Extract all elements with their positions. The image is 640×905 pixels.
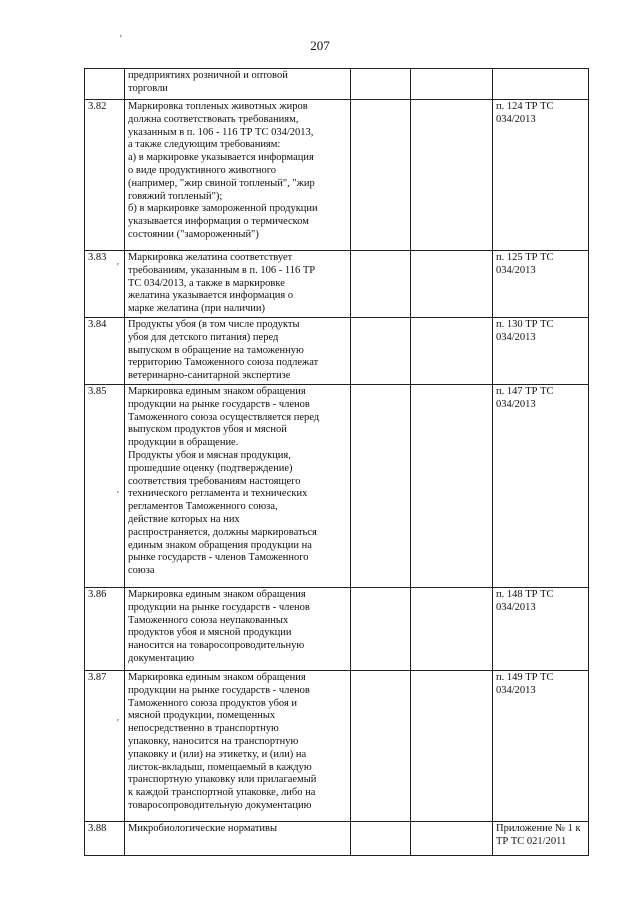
table-body <box>85 69 589 856</box>
scan-mark: ' <box>117 718 119 729</box>
empty-cell-1 <box>351 588 411 671</box>
reference-cell <box>493 671 589 822</box>
reference-cell <box>493 822 589 856</box>
requirement-line: Таможенного союза осуществляется перед <box>128 411 320 423</box>
requirement-line: союза <box>128 565 155 577</box>
requirement-text <box>125 385 351 588</box>
requirement-text <box>125 100 351 251</box>
reference-line: п. 148 ТР ТС <box>496 589 554 600</box>
empty-cell-1 <box>351 671 411 822</box>
scan-mark: ' <box>117 262 119 273</box>
requirement-line: рынке государств - членов Таможенного <box>128 552 309 564</box>
requirement-line: ветеринарно-санитарной экспертизе <box>128 370 291 382</box>
requirement-line: Маркировка единым знаком обращения <box>128 589 306 600</box>
item-number: 3.88 <box>85 822 125 856</box>
requirement-line: убоя для детского питания) перед <box>128 331 279 343</box>
empty-cell-2 <box>411 251 493 318</box>
empty-cell-2 <box>411 100 493 251</box>
empty-cell-1 <box>351 385 411 588</box>
requirement-line: предприятиях розничной и оптовой <box>128 70 288 81</box>
empty-cell-2 <box>411 671 493 822</box>
requirement-line: территорию Таможенного союза подлежат <box>128 357 319 369</box>
reference-cell <box>493 100 589 251</box>
item-number: 3.82 <box>85 100 125 251</box>
requirement-line: регламентов Таможенного союза, <box>128 501 278 513</box>
item-number: 3.86 <box>85 588 125 671</box>
empty-cell-1 <box>351 69 411 100</box>
requirement-line: продуктов убоя и мясной продукции <box>128 627 292 639</box>
requirement-line: листок-вкладыш, помещаемый в каждую <box>128 761 312 773</box>
requirement-line: указанным в п. 106 - 116 ТР ТС 034/2013, <box>128 126 314 138</box>
requirement-text <box>125 251 351 318</box>
table-row <box>85 318 589 385</box>
reference-line: 034/2013 <box>496 331 536 343</box>
scan-mark: ' <box>120 34 122 45</box>
reference-cell <box>493 69 589 100</box>
requirement-line: указывается информация о термическом <box>128 216 309 228</box>
requirement-line: ТС 034/2013, а также в маркировке <box>128 277 285 289</box>
requirement-line: марке желатина (при наличии) <box>128 303 265 315</box>
requirement-line: непосредственно в транспортную <box>128 723 279 735</box>
requirement-line: продукции на рынке государств - членов <box>128 684 310 696</box>
requirement-line: а) в маркировке указывается информация <box>128 152 314 164</box>
requirement-line: распространяется, должны маркироваться <box>128 526 317 538</box>
empty-cell-2 <box>411 822 493 856</box>
requirement-line: транспортную упаковку или прилагаемый <box>128 774 317 786</box>
requirement-line: Таможенного союза неупакованных <box>128 614 289 626</box>
requirement-line: выпуском в обращение на таможенную <box>128 344 304 356</box>
scan-mark: ' <box>117 490 119 501</box>
reference-line: п. 147 ТР ТС <box>496 386 554 397</box>
reference-cell <box>493 385 589 588</box>
requirement-text <box>125 822 351 856</box>
item-number: 3.87 <box>85 671 125 822</box>
empty-cell-2 <box>411 318 493 385</box>
empty-cell-1 <box>351 251 411 318</box>
table-row <box>85 251 589 318</box>
reference-line: 034/2013 <box>496 601 536 613</box>
reference-line: п. 130 ТР ТС <box>496 319 554 330</box>
reference-line: 034/2013 <box>496 264 536 276</box>
requirement-line: должна соответствовать требованиям, <box>128 113 299 125</box>
requirement-line: к каждой транспортной упаковке, либо на <box>128 787 316 799</box>
reference-line: п. 125 ТР ТС <box>496 252 554 263</box>
requirement-line: документацию <box>128 652 195 664</box>
requirement-line: Таможенного союза продуктов убоя и <box>128 697 298 709</box>
requirement-line: говяжий топленый"); <box>128 190 223 202</box>
requirement-line: продукции на рынке государств - членов <box>128 601 310 613</box>
requirement-line: желатина указывается информация о <box>128 290 294 302</box>
page-number: 207 <box>310 38 330 53</box>
table-row <box>85 588 589 671</box>
reference-line: п. 124 ТР ТС <box>496 101 554 112</box>
requirement-line: единым знаком обращения продукции на <box>128 539 312 551</box>
reference-line: Приложение № 1 к <box>496 823 581 834</box>
requirement-line: упаковку, наносится на транспортную <box>128 735 299 747</box>
requirement-line: соответствия требованиям настоящего <box>128 475 301 487</box>
table-row <box>85 671 589 822</box>
reference-line: п. 149 ТР ТС <box>496 672 554 683</box>
empty-cell-1 <box>351 100 411 251</box>
requirement-line: технического регламента и технических <box>128 488 308 500</box>
requirement-text <box>125 69 351 100</box>
reference-line: 034/2013 <box>496 398 536 410</box>
requirement-text <box>125 588 351 671</box>
requirement-line: действие которых на них <box>128 513 240 525</box>
requirement-line: Микробиологические нормативы <box>128 823 278 834</box>
item-number: 3.83 <box>85 251 125 318</box>
empty-cell-2 <box>411 588 493 671</box>
requirement-line: требованиям, указанным в п. 106 - 116 ТР <box>128 264 316 276</box>
table-row <box>85 385 589 588</box>
table-row <box>85 69 589 100</box>
requirement-line: продукции на рынке государств - членов <box>128 398 310 410</box>
table-row <box>85 822 589 856</box>
requirement-text <box>125 671 351 822</box>
table-row <box>85 100 589 251</box>
item-number <box>85 69 125 100</box>
requirement-line: (например, "жир свиной топленый", "жир <box>128 177 315 189</box>
requirement-line: о виде продуктивного животного <box>128 164 277 176</box>
requirement-line: Маркировка топленых животных жиров <box>128 101 308 112</box>
requirement-line: состоянии ("замороженный") <box>128 228 259 240</box>
empty-cell-1 <box>351 318 411 385</box>
reference-cell <box>493 588 589 671</box>
empty-cell-2 <box>411 385 493 588</box>
requirements-table <box>84 68 589 856</box>
requirement-line: Продукты убоя и мясная продукция, <box>128 449 291 461</box>
requirement-line: наносится на товаросопроводительную <box>128 640 305 652</box>
requirement-line: упаковку и (или) на этикетку, и (или) на <box>128 748 307 760</box>
requirement-line: Маркировка единым знаком обращения <box>128 672 306 683</box>
empty-cell-2 <box>411 69 493 100</box>
requirement-line: прошедшие оценку (подтверждение) <box>128 462 293 474</box>
requirement-line: продукции в обращение. <box>128 437 239 449</box>
reference-line: ТР ТС 021/2011 <box>496 835 567 847</box>
reference-line: 034/2013 <box>496 113 536 125</box>
reference-line: 034/2013 <box>496 684 536 696</box>
requirement-line: б) в маркировке замороженной продукции <box>128 203 318 215</box>
requirement-line: товаросопроводительную документацию <box>128 799 312 811</box>
requirement-line: Маркировка единым знаком обращения <box>128 386 306 397</box>
requirement-line: мясной продукции, помещенных <box>128 710 276 722</box>
empty-cell-1 <box>351 822 411 856</box>
requirement-text <box>125 318 351 385</box>
item-number: 3.84 <box>85 318 125 385</box>
requirement-line: торговли <box>128 82 168 94</box>
reference-cell <box>493 251 589 318</box>
item-number: 3.85 <box>85 385 125 588</box>
requirement-line: Маркировка желатина соответствует <box>128 252 293 263</box>
reference-cell <box>493 318 589 385</box>
requirement-line: Продукты убоя (в том числе продукты <box>128 319 300 330</box>
requirement-line: выпуском продуктов убоя и мясной <box>128 424 287 436</box>
requirement-line: а также следующим требованиям: <box>128 139 281 151</box>
